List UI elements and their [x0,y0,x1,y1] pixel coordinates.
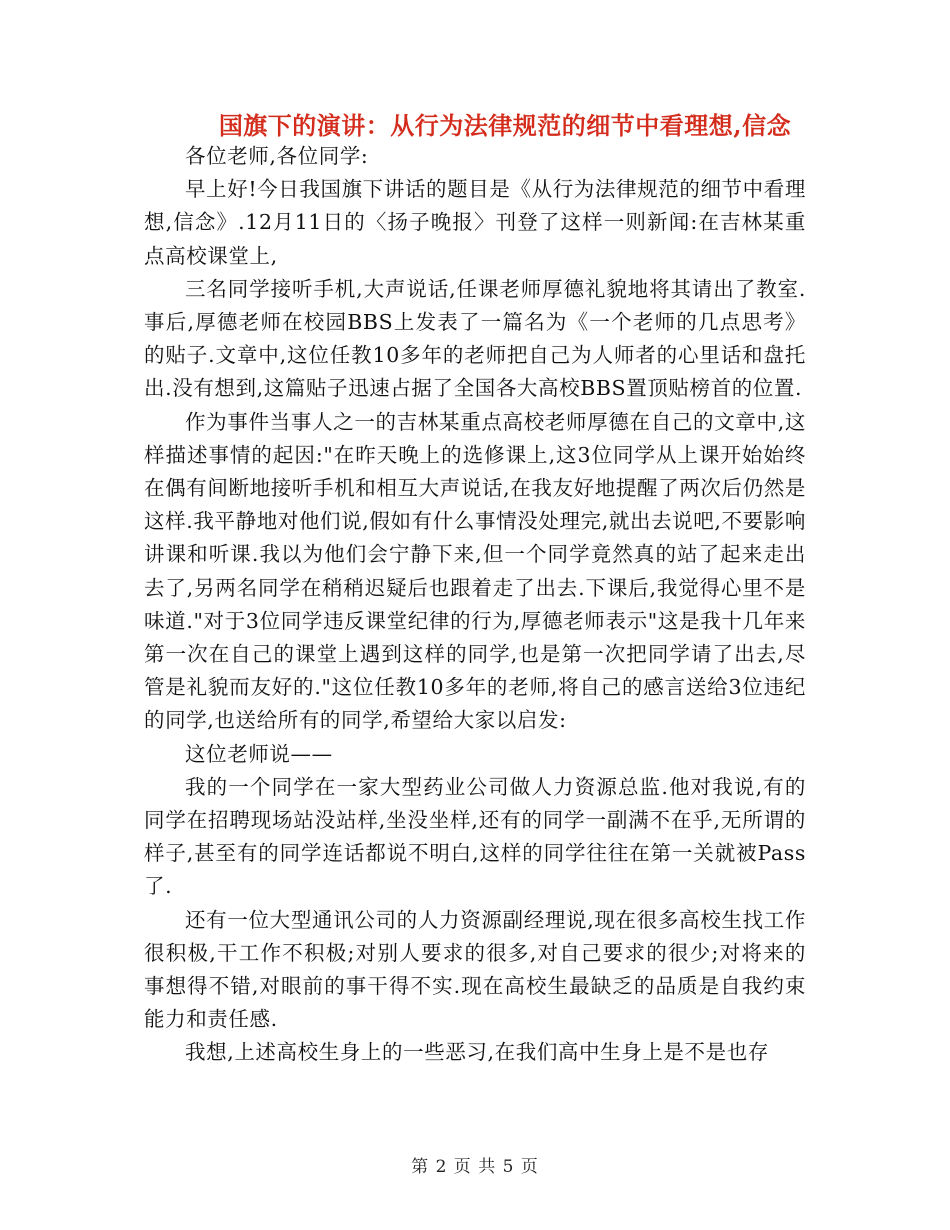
document-title: 国旗下的演讲：从行为法律规范的细节中看理想,信念 [218,111,792,140]
paragraph: 我的一个同学在一家大型药业公司做人力资源总监.他对我说,有的同学在招聘现场站没站样,坐没坐样,还有的同学一副满不在乎,无所谓的样子,甚至有的同学连话都说不明白,这样的同学往往在第一关就被Pass了. [144,774,806,899]
paragraph-greeting: 各位老师,各位同学: [185,144,369,168]
document-body [144,140,806,1070]
paragraph: 还有一位大型通讯公司的人力资源副经理说,现在很多高校生找工作很积极,干工作不积极;对别人要求的很多,对自己要求的很少;对将来的事想得不错,对眼前的事干得不实.现在高校生最缺乏的品质是自我约束能力和责任感. [144,907,806,1032]
paragraph: 三名同学接听手机,大声说话,任课老师厚德礼貌地将其请出了教室.事后,厚德老师在校园BBS上发表了一篇名为《一个老师的几点思考》的贴子.文章中,这位任教10多年的老师把自己为人师者的心里话和盘托出.没有想到,这篇贴子迅速占据了全国各大高校BBS置顶贴榜首的位置. [144,276,806,401]
paragraph: 这位老师说—— [185,741,333,766]
paragraph: 我想,上述高校生身上的一些恶习,在我们高中生身上是不是也存 [185,1040,769,1065]
paragraph: 作为事件当事人之一的吉林某重点高校老师厚德在自己的文章中,这样描述事情的起因:"在昨天晚上的选修课上,这3位同学从上课开始始终在偶有间断地接听手机和相互大声说话,在我友好地提醒了两次后仍然是这样.我平静地对他们说,假如有什么事情没处理完,就出去说吧,不要影响讲课和听课.我以为他们会宁静下来,但一个同学竟然真的站了起来走出去了,另两名同学在稍稍迟疑后也跟着走了出去.下课后,我觉得心里不是味道."对于3位同学违反课堂纪律的行为,厚德老师表示"这是我十几年来第一次在自己的课堂上遇到这样的同学,也是第一次把同学请了出去,尽管是礼貌而友好的."这位任教10多年的老师,将自己的感言送给3位违纪的同学,也送给所有的同学,希望给大家以启发: [144,409,806,733]
page-number-footer: 第 2 页 共 5 页 [411,1157,539,1177]
paragraph: 早上好!今日我国旗下讲话的题目是《从行为法律规范的细节中看理想,信念》.12月11日的〈扬子晚报〉刊登了这样一则新闻:在吉林某重点高校课堂上, [144,177,806,268]
